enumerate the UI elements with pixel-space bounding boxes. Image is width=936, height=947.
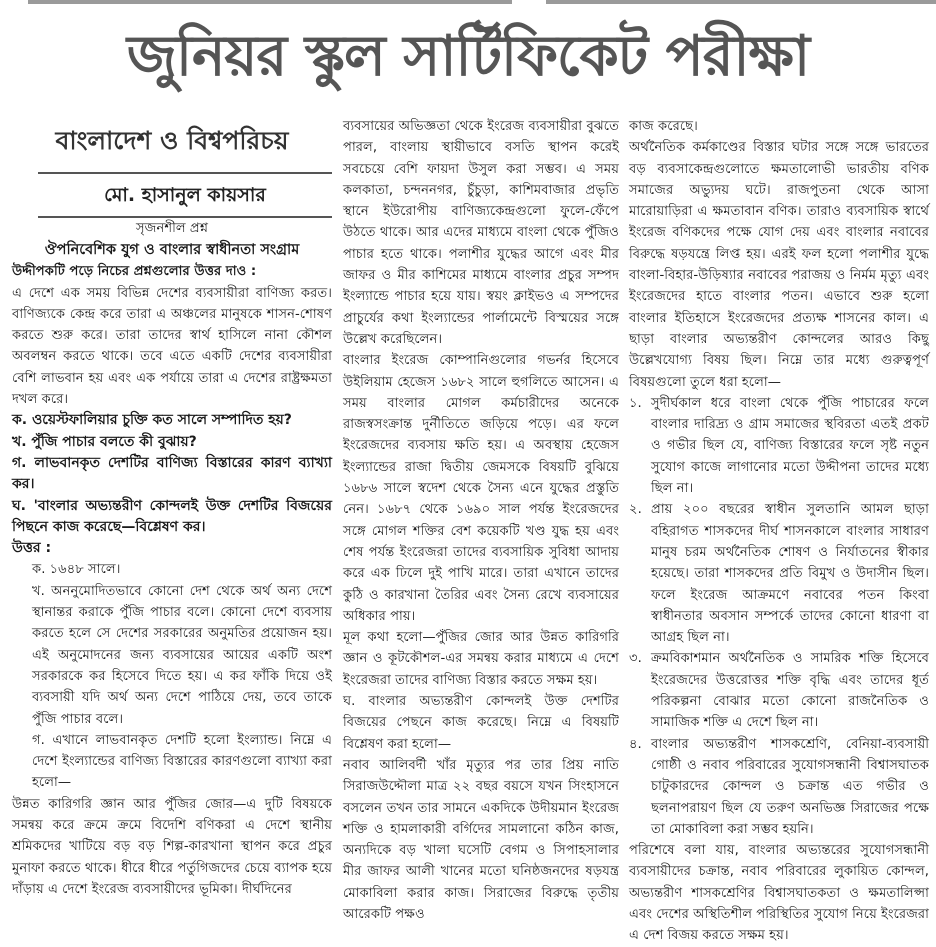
col3-conclusion: পরিশেষে বলা যায়, বাংলার অভ্যন্তরের সুযোগসন্ধানী ব্যবসায়ীদের চক্রান্ত, নবাব পরিবারের লুকায়িত কোন্দল, অভ্যন্তরীণ শাসকশ্রেণির বিশ্বাসঘাতকতা ও ক্ষমতালিপ্সা এবং দেশের অস্থিতিশীল পরিস্থিতির সুযোগ নিয়ে ইংরেজরা এ দেশ বিজয় করতে সক্ষম হয়। — [629, 843, 929, 944]
list-item-number: ৪. — [629, 736, 642, 752]
question-kha: খ. পুঁজি পাচার বলতে কী বুঝায়? — [12, 433, 197, 450]
list-item-text: বাংলার অভ্যন্তরীণ শাসকশ্রেণি, বেনিয়া-ব্যবসায়ী গোষ্ঠী ও নবাব পরিবারের সুযোগসন্ধানী বিশ্বাসঘাতক চাটুকারদের কোন্দল ও চক্রান্ত এত গভীর ও ছলনাপরায়ণ ছিল যে তরুণ অনভিজ্ঞ সিরাজের পক্ষে তা মোকাবিলা করা সম্ভব হয়নি। — [651, 736, 929, 837]
answer-ga: গ. এখানে লাভবানকৃত দেশটি হলো ইংল্যান্ড। নিম্নে এ দেশে ইংল্যান্ডের বাণিজ্য বিস্তারের কারণগুলো ব্যাখ্যা করা হলো— — [32, 732, 332, 791]
section-title: বাংলাদেশ ও বিশ্বপরিচয় — [55, 126, 289, 155]
question-ga: গ. লাভবানকৃত দেশটির বাণিজ্য বিস্তারের কারণ ব্যাখ্যা কর। — [12, 454, 332, 493]
answer-ka: ক. ১৬৪৮ সালে। — [32, 562, 121, 578]
list-item-number: ১. — [629, 395, 642, 411]
col2-paragraph-5: নবাব আলিবর্দী খাঁর মৃত্যুর পর তার প্রিয় নাতি সিরাজউদ্দৌলা মাত্র ২২ বছর বয়সে যখন সিংহাসনে বসলেন তখন তার সামনে একদিকে উদীয়মান ইংরেজ শক্তি ও হামলাকারী বর্গিদের সামলানো কঠিন কাজ, অন্যদিকে বড় খালা ঘসেটি বেগম ও সিপাহসালার মীর জাফর আলী খানের মতো ঘনিষ্ঠজনদের ষড়যন্ত্র মোকাবিলা করার কাজ। সিরাজের বিরুদ্ধে তৃতীয় আরেকটি পক্ষও — [343, 757, 619, 922]
answer-ga-paragraph: উন্নত কারিগরি জ্ঞান আর পুঁজির জোর—এ দুটি বিষয়কে সমন্বয় করে ক্রমে ক্রমে বিদেশি বণিকরা এ দেশে স্থানীয় শ্রমিকদের খাটিয়ে বড় বড় শিল্প-কারখানা স্থাপন করে প্রচুর মুনাফা করতে থাকে। ধীরে ধীরে পর্তুগিজদের চেয়ে ব্যাপক হয়ে দাঁড়ায় এ দেশে ইংরেজ ব্যবসায়ীদের ভূমিকা। দীর্ঘদিনের — [12, 796, 332, 897]
col2-paragraph-2: বাংলার ইংরেজ কোম্পানিগুলোর গভর্নর হিসেবে উইলিয়াম হেজেস ১৬৮২ সালে হুগলিতে আসেন। এ সময় বাংলার মোগল কর্মচারীদের অনেকে রাজস্বসংক্রান্ত দুর্নীতিতে জড়িয়ে পড়ে। এর ফলে ইংরেজদের ব্যবসায় ক্ষতি হয়। এ অবস্থায় হেজেস ইংল্যান্ডের রাজা দ্বিতীয় জেমসকে বিষয়টি বুঝিয়ে ১৬৮৬ সালে স্বদেশ থেকে সৈন্য এনে যুদ্ধের প্রস্তুতি নেন। ১৬৮৭ থেকে ১৬৯০ সাল পর্যন্ত ইংরেজদের সঙ্গে মোগল শক্তির বেশ কয়েকটি খণ্ড যুদ্ধ হয় এবং শেষ পর্যন্ত ইংরেজরা তাদের ব্যবসায়িক সুবিধা আদায় করে এক ঢিলে দুই পাখি মারে। তারা এখানে তাদের কুঠি ও কারখানা তৈরির এবং সৈন্য রেখে ব্যবসায়ের অধিকার পায়। — [343, 353, 619, 624]
list-item-number: ৩. — [629, 651, 642, 667]
question-gha: ঘ. 'বাংলার অভ্যন্তরীণ কোন্দলই উক্ত দেশটির বিজয়ের পিছনে কাজ করেছে—বিশ্লেষণ কর। — [12, 497, 332, 535]
col2-paragraph-3: মূল কথা হলো—পুঁজির জোর আর উন্নত কারিগরি জ্ঞান ও কূটকৌশল-এর সমন্বয় করার মাধ্যমে এ দেশে ইংরেজরা তাদের বাণিজ্য বিস্তার করতে সক্ষম হয়। — [343, 630, 619, 688]
column-2 — [343, 116, 619, 925]
instruction: উদ্দীপকটি পড়ে নিচের প্রশ্নগুলোর উত্তর দাও : — [12, 264, 257, 280]
list-item-text: প্রায় ২০০ বছরের স্বাধীন সুলতানি আমল ছাড়া বহিরাগত শাসকদের দীর্ঘ শাসনকালে বাংলার সাধারণ মানুষ চরম অর্থনৈতিক শোষণ ও নির্যাতনের স্বীকার হয়েছে। তারা শাসকদের প্রতি বিমুখ ও উদাসীন ছিল। ফলে ইংরেজ আক্রমণে নবাবের পতন কিংবা স্বাধীনতার অবসান সম্পর্কে তাদের কোনো ধারণা বা আগ্রহ ছিল না। — [651, 502, 929, 646]
question-type: সৃজনশীল প্রশ্ন — [135, 221, 209, 236]
column-3 — [629, 116, 929, 947]
col3-paragraph-2: অর্থনৈতিক কর্মকাণ্ডের বিস্তার ঘটার সঙ্গে সঙ্গে ভারতের বড় ব্যবসাকেন্দ্রগুলোতে ক্ষমতালোভী ভারতীয় বণিক সমাজের অভ্যুদয় ঘটে। রাজপুতনা থেকে আসা মারোয়াড়িরা এ ক্ষমতাবান বণিক। তারাও ব্যবসায়িক স্বার্থে ইংরেজ বণিকদের পক্ষে যোগ দেয় এবং বাংলার নবাবের বিরুদ্ধে ষড়যন্ত্রে লিপ্ত হয়। এরই ফল হলো পলাশীর যুদ্ধে বাংলা-বিহার-উড়িষ্যার নবাবের পরাজয় ও নির্মম মৃত্যু এবং ইংরেজদের হাতে বাংলার পতন। এভাবে শুরু হলো বাংলার ইতিহাসে ইংরেজদের প্রত্যক্ষ শাসনের কাল। এ ছাড়া বাংলার অভ্যন্তরীণ কোন্দলের আরও কিছু উল্লেখযোগ্য বিষয় ছিল। নিম্নে তার মধ্যে গুরুত্বপূর্ণ বিষয়গুলো তুলে ধরা হলো— — [629, 140, 929, 390]
list-item — [629, 648, 929, 733]
list-item-text: সুদীর্ঘকাল ধরে বাংলা থেকে পুঁজি পাচারের ফলে বাংলার দারিদ্র্য ও গ্রাম সমাজের স্থবিরতা এতই প্রকট ও গভীর ছিল যে, বাণিজ্য বিস্তারের ফলে সৃষ্ট নতুন সুযোগ কাজে লাগানোর মতো উদ্দীপনা তাদের মধ্যে ছিল না। — [651, 395, 929, 497]
col3-paragraph-1: কাজ করেছে। — [629, 119, 698, 134]
author-name: মো. হাসানুল কায়সার — [38, 172, 332, 218]
list-item — [629, 734, 929, 840]
column-1 — [12, 116, 332, 900]
list-item — [629, 499, 929, 648]
col2-paragraph-4: ঘ. বাংলার অভ্যন্তরীণ কোন্দলই উক্ত দেশটির বিজয়ের পেছনে কাজ করেছে। নিম্নে এ বিষয়টি বিশ্লেষণ করা হলো— — [343, 694, 619, 752]
question-ka: ক. ওয়েস্টফালিয়ার চুক্তি কত সালে সম্পাদিত হয়? — [12, 412, 292, 429]
col2-paragraph-1: ব্যবসায়ের অভিজ্ঞতা থেকে ইংরেজ ব্যবসায়ীরা বুঝতে পারল, বাংলায় স্থায়ীভাবে বসতি স্থাপন করেই সবচেয়ে বেশি ফায়দা উসুল করা সম্ভব। এ সময় কলকাতা, চন্দননগর, চুঁচুড়া, কাশিমবাজার প্রভৃতি স্থানে ইউরোপীয় বাণিজ্যকেন্দ্রগুলো ফুলে-ফেঁপে উঠতে থাকে। আর এদের মাধ্যমে বাংলা থেকে পুঁজিও পাচার হতে থাকে। পলাশীর যুদ্ধের আগে এবং মীর জাফর ও মীর কাশিমের মাধ্যমে বাংলার প্রচুর সম্পদ ইংল্যান্ডে পাচার হয়ে যায়। স্বয়ং ক্লাইভও এ সম্পদের প্রাচুর্যের কথা ইংল্যান্ডের পার্লামেন্টে বিস্ময়ের সঙ্গে উল্লেখ করেছিলেন। — [343, 119, 619, 347]
answer-kha: খ. অননুমোদিতভাবে কোনো দেশ থেকে অর্থ অন্য দেশে স্থানান্তর করাকে পুঁজি পাচার বলে। কোনো দেশে ব্যবসায় করতে হলে সে দেশের সরকারের অনুমতির প্রয়োজন হয়। এই অনুমোদনের জন্য ব্যবসায়ের আয়ের একটি অংশ সরকারকে কর হিসেবে দিতে হয়। এ কর ফাঁকি দিয়ে ওই ব্যবসায়ী যদি অর্থ অন্য দেশে পাঠিয়ে দেয়, তবে তাকে পুঁজি পাচার বলে। — [32, 583, 332, 727]
list-item-text: ক্রমবিকাশমান অর্থনৈতিক ও সামরিক শক্তি হিসেবে ইংরেজদের উত্তরোত্তর শক্তি বৃদ্ধি এবং তাদের ধূর্ত পরিকল্পনা বোঝার মতো কোনো রাজনৈতিক ও সামাজিক শক্তি এ দেশে ছিল না। — [651, 651, 929, 731]
stimulus-text: এ দেশে এক সময় বিভিন্ন দেশের ব্যবসায়ীরা বাণিজ্য করত। বাণিজ্যকে কেন্দ্র করে তারা এ অঞ্চলের মানুষকে শাসন-শোষণ করতে শুরু করে। তারা তাদের স্বার্থ হাসিলে নানা কৌশল অবলম্বন করতে থাকে। তবে এতে একটি দেশের ব্যবসায়ীরা বেশি লাভবান হয় এবং এক পর্যায়ে তারা এ দেশের রাষ্ট্রক্ষমতা দখল করে। — [12, 285, 332, 408]
masthead-title: জুনিয়র স্কুল সার্টিফিকেট পরীক্ষা — [126, 24, 810, 89]
chapter-heading: ঔপনিবেশিক যুগ ও বাংলার স্বাধীনতা সংগ্রাম — [44, 242, 300, 259]
list-item-number: ২. — [629, 502, 642, 518]
list-item — [629, 393, 929, 499]
answer-label: উত্তর : — [12, 540, 52, 557]
